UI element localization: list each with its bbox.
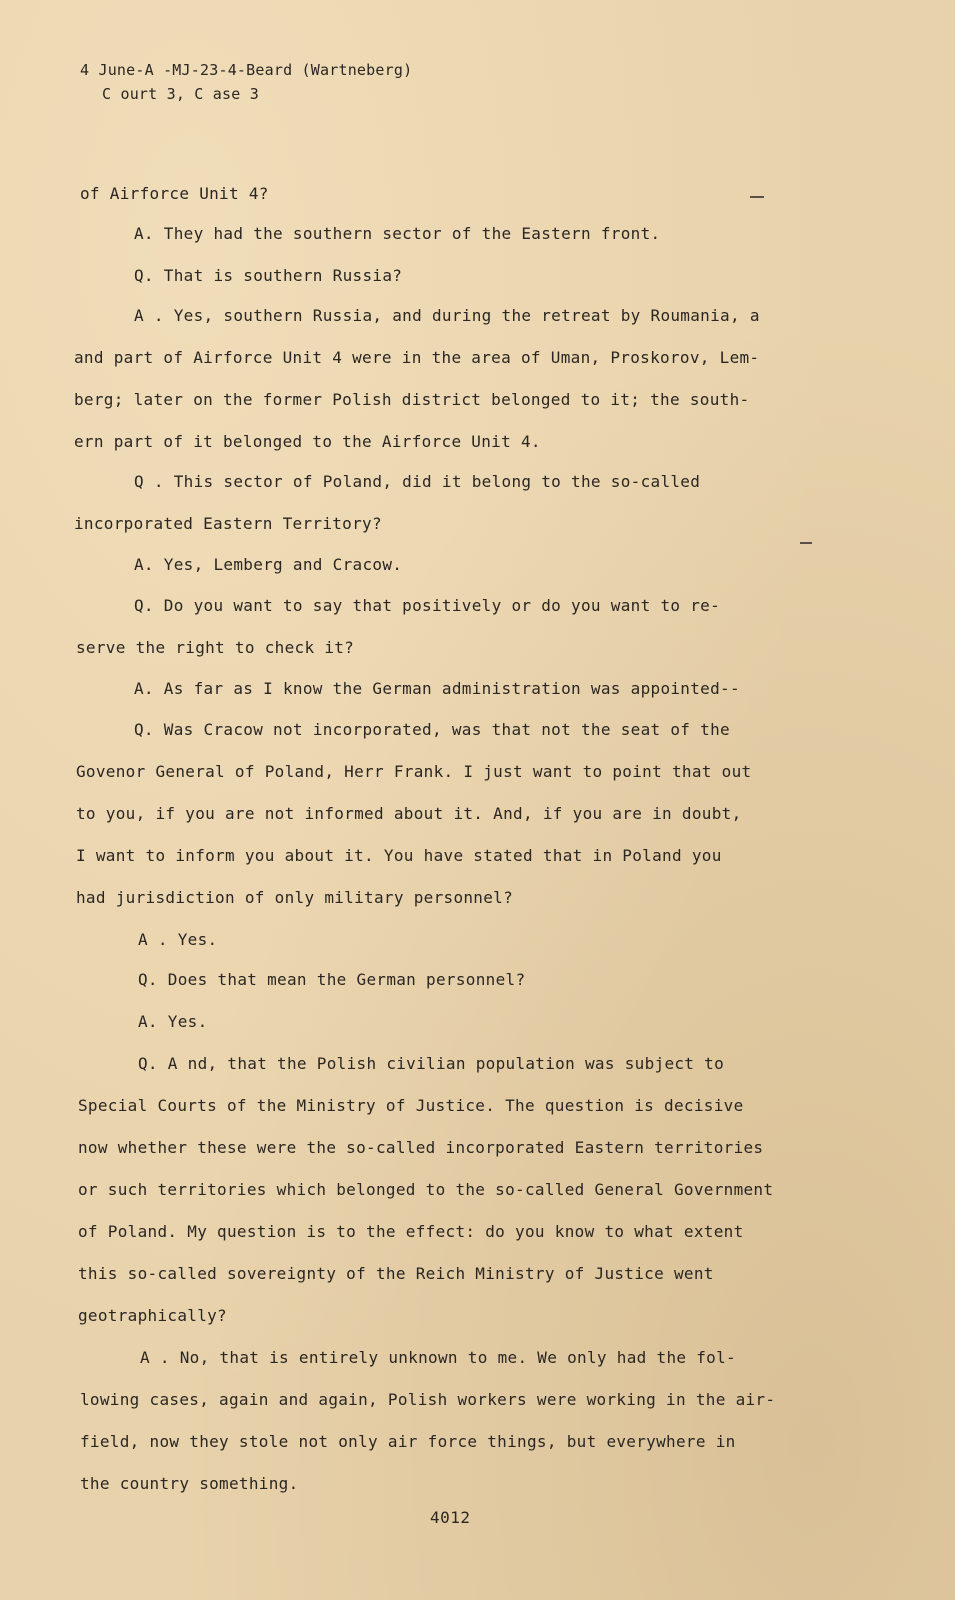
body-line-7: ern part of it belonged to the Airforce Unit 4. [74,432,541,451]
body-line-3: Q. That is southern Russia? [134,266,403,285]
body-line-4: A . Yes, southern Russia, and during the retreat by Roumania, a [134,306,760,325]
body-line-13: A. As far as I know the German administration was appointed-- [134,679,740,698]
body-line-28: geotraphically? [78,1306,227,1325]
header-line-1: 4 June-A -MJ-23-4-Beard (Wartneberg) [80,61,413,79]
body-line-17: I want to inform you about it. You have stated that in Poland you [76,846,722,865]
body-line-1: of Airforce Unit 4? [80,184,269,203]
body-line-12: serve the right to check it? [76,638,355,657]
page-number: 4012 [430,1508,471,1527]
body-line-19: A . Yes. [138,930,218,949]
body-line-25: or such territories which belonged to the so-called General Government [78,1180,774,1199]
body-line-18: had jurisdiction of only military personnel? [76,888,514,907]
body-line-5: and part of Airforce Unit 4 were in the area of Uman, Proskorov, Lem- [74,348,760,367]
body-line-26: of Poland. My question is to the effect: do you know to what extent [78,1222,744,1241]
body-line-11: Q. Do you want to say that positively or do you want to re- [134,596,721,615]
body-line-2: A. They had the southern sector of the Eastern front. [134,224,661,243]
body-line-32: the country something. [80,1474,299,1493]
stray-mark [800,542,812,544]
body-line-30: lowing cases, again and again, Polish workers were working in the air- [80,1390,776,1409]
body-line-6: berg; later on the former Polish district belonged to it; the south- [74,390,750,409]
body-line-21: A. Yes. [138,1012,208,1031]
body-line-15: Govenor General of Poland, Herr Frank. I just want to point that out [76,762,752,781]
body-line-10: A. Yes, Lemberg and Cracow. [134,555,403,574]
body-line-22: Q. A nd, that the Polish civilian population was subject to [138,1054,725,1073]
body-line-23: Special Courts of the Ministry of Justice. The question is decisive [78,1096,744,1115]
document-header [80,58,412,106]
header-line-2: C ourt 3, C ase 3 [102,85,259,103]
body-line-16: to you, if you are not informed about it. And, if you are in doubt, [76,804,742,823]
body-line-31: field, now they stole not only air force things, but everywhere in [80,1432,736,1451]
body-line-14: Q. Was Cracow not incorporated, was that not the seat of the [134,720,730,739]
body-line-8: Q . This sector of Poland, did it belong to the so-called [134,472,701,491]
body-line-20: Q. Does that mean the German personnel? [138,970,526,989]
body-line-9: incorporated Eastern Territory? [74,514,382,533]
stray-mark [750,196,764,198]
body-line-24: now whether these were the so-called incorporated Eastern territories [78,1138,764,1157]
body-line-27: this so-called sovereignty of the Reich Ministry of Justice went [78,1264,714,1283]
body-line-29: A . No, that is entirely unknown to me. We only had the fol- [140,1348,736,1367]
